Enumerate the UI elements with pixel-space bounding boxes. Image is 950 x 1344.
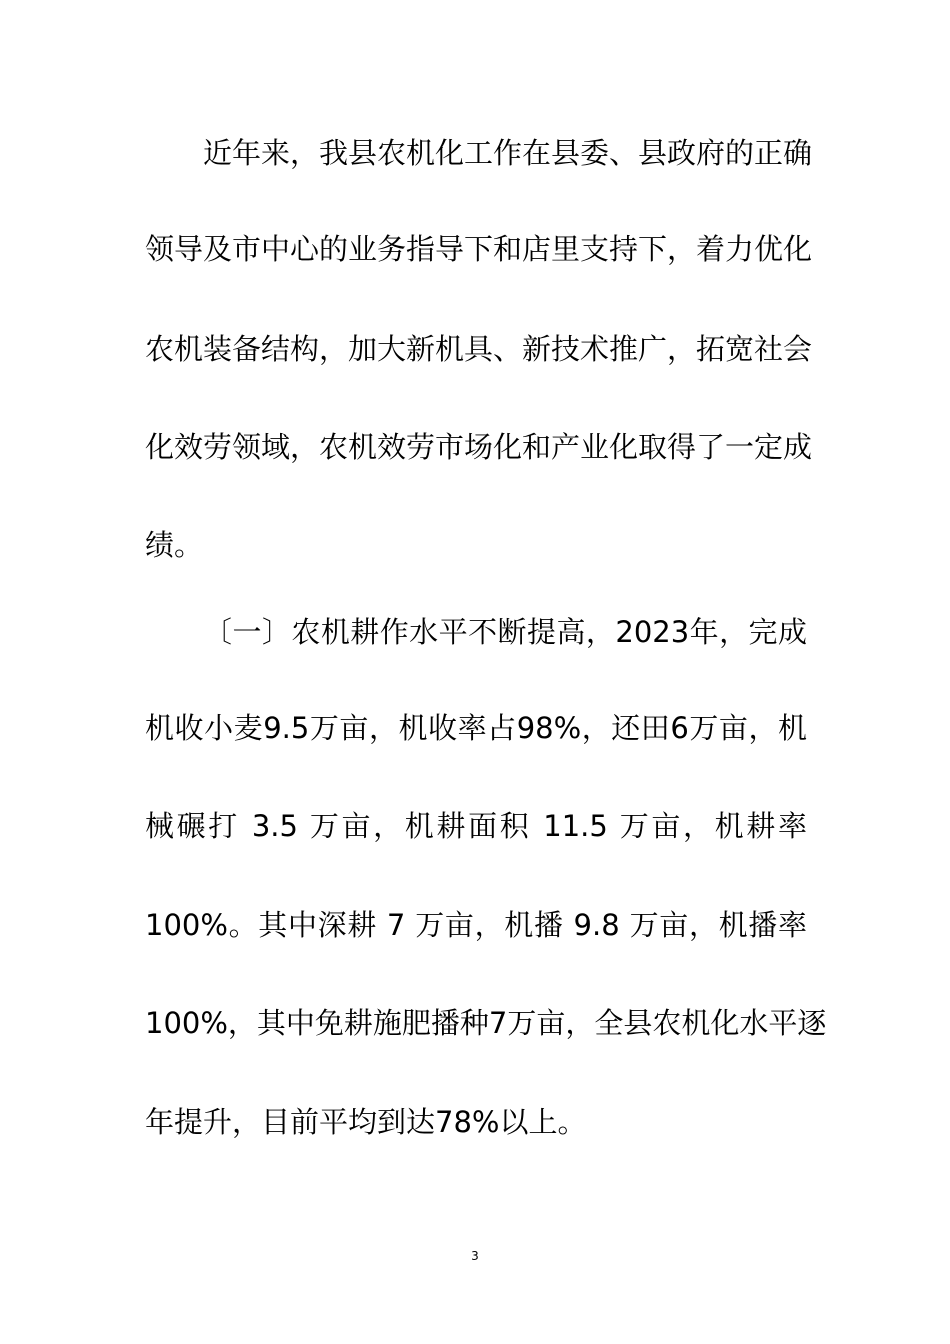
paragraph-2-line-4: 100%。其中深耕 7 万亩，机播 9.8 万亩，机播率 [145, 908, 807, 942]
paragraph-1-line-5: 绩。 [145, 528, 204, 562]
page-number: 3 [471, 1249, 479, 1263]
paragraph-2-line-6: 年提升，目前平均到达78%以上。 [145, 1105, 587, 1139]
paragraph-1-line-4: 化效劳领域，农机效劳市场化和产业化取得了一定成 [145, 430, 813, 464]
paragraph-1-line-2: 领导及市中心的业务指导下和店里支持下，着力优化 [145, 232, 813, 266]
paragraph-2-line-1: 〔一〕农机耕作水平不断提高，2023年，完成 [203, 615, 807, 649]
paragraph-2-line-5: 100%，其中免耕施肥播种7万亩，全县农机化水平逐 [145, 1006, 827, 1040]
paragraph-1-line-3: 农机装备结构，加大新机具、新技术推广，拓宽社会 [145, 332, 813, 366]
paragraph-1-line-1: 近年来，我县农机化工作在县委、县政府的正确 [203, 136, 813, 170]
paragraph-2-line-2: 机收小麦9.5万亩，机收率占98%，还田6万亩，机 [145, 711, 807, 745]
paragraph-2-line-3: 械碾打 3.5 万亩，机耕面积 11.5 万亩，机耕率 [145, 809, 807, 843]
